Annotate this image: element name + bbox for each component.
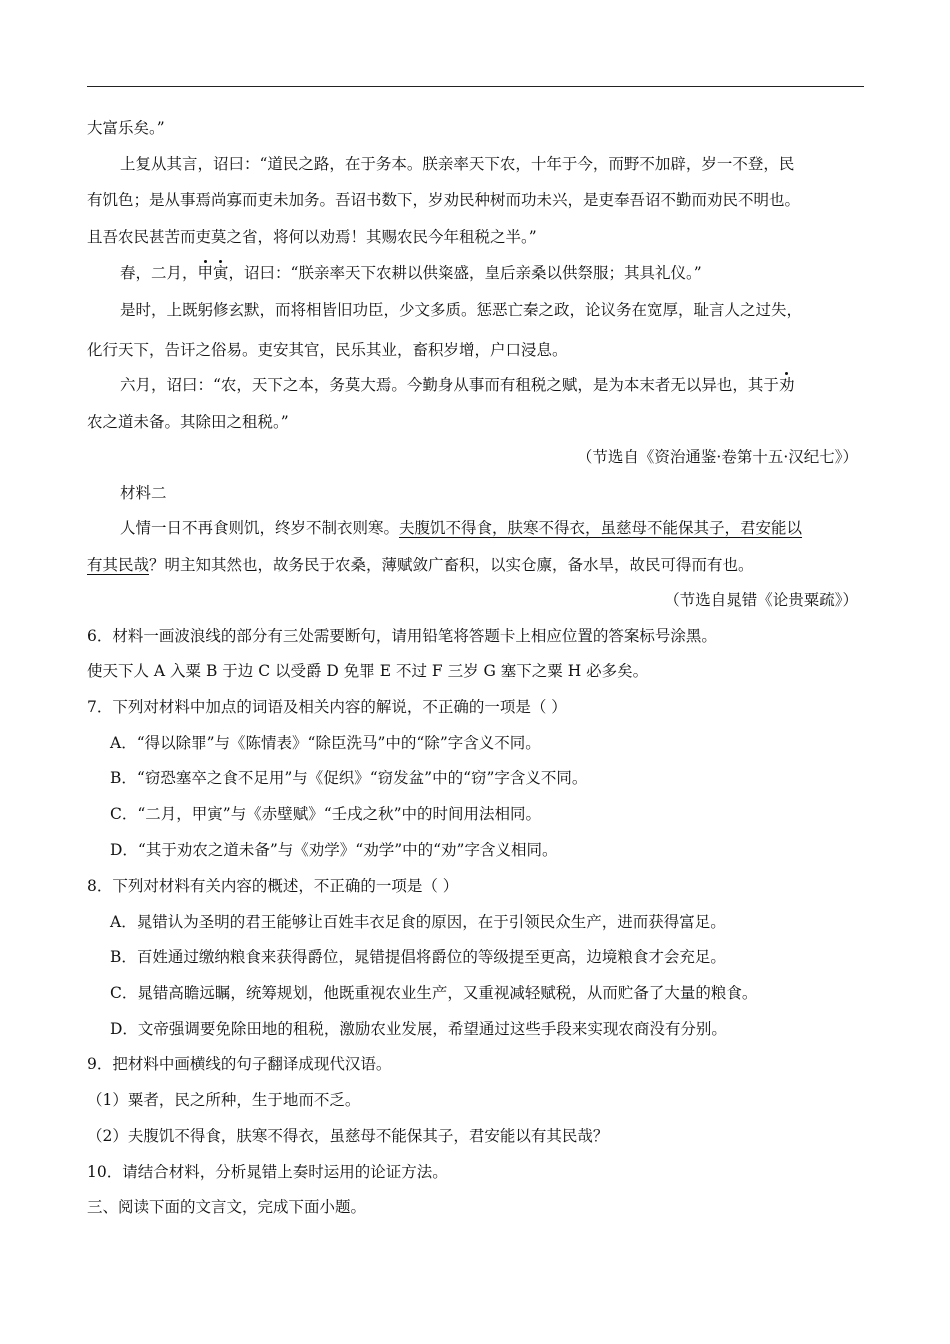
question-8: 8．下列对材料有关内容的概述，不正确的一项是（ ）: [87, 877, 459, 895]
question-9: 9．把材料中画横线的句子翻译成现代汉语。: [87, 1055, 392, 1073]
section-3-heading: 三、阅读下面的文言文，完成下面小题。: [87, 1198, 367, 1216]
header-rule: [87, 86, 864, 87]
question-8-option-a: A．晁错认为圣明的君王能够让百姓丰衣足食的原因，在于引领民众生产，进而获得富足。: [110, 913, 726, 931]
material1-para4-line1: [120, 375, 895, 395]
material2-line2: [87, 555, 862, 575]
material1-line0: 大富乐矣。”: [87, 119, 165, 137]
underlined-sentence-part1: 夫腹饥不得食，肤寒不得衣，虽慈母不能保其子，君安能以: [399, 519, 803, 537]
material2-line1: [120, 518, 895, 538]
material1-para3-line1: 是时，上既躬修玄默，而将相皆旧功臣，少文多质。惩恶亡秦之政，论议务在宽厚，耻言人之过失，: [120, 301, 803, 319]
material2-heading: 材料二: [120, 484, 167, 502]
material1-para1-line1: 上复从其言，诏曰：“道民之路，在于务本。朕亲率天下农，十年于今，而野不加辟，岁一不登，民: [120, 155, 795, 173]
material2-line2-post: ？明主知其然也，故务民于农桑，薄赋敛广畜积，以实仓廪，备水旱，故民可得而有也。: [149, 556, 754, 574]
dotted-char-quan: 劝: [778, 376, 795, 394]
question-8-option-d: D．文帝强调要免除田地的租税，激励农业发展，希望通过这些手段来实现农商没有分别。: [110, 1020, 727, 1038]
underlined-sentence-part2: 有其民哉: [87, 556, 150, 574]
material2-source: （节选自晁错《论贵粟疏》）: [664, 591, 858, 609]
question-9-item-2: （2）夫腹饥不得食，肤寒不得衣，虽慈母不能保其子，君安能以有其民哉？: [87, 1127, 609, 1145]
dotted-char-jia: 甲: [197, 264, 214, 282]
question-8-option-c: C．晁错高瞻远瞩，统筹规划，他既重视农业生产，又重视减轻赋税，从而贮备了大量的粮食。: [110, 984, 758, 1002]
material1-para4-line2: 农之道未备。其除田之租税。”: [87, 413, 289, 431]
para4-pre: 六月，诏曰：“农，天下之本，务莫大焉。今勤身从事而有租税之赋，是为本末者无以异也，其于: [120, 376, 779, 394]
question-6: 6．材料一画波浪线的部分有三处需要断句，请用铅笔将答题卡上相应位置的答案标号涂黑。: [87, 627, 717, 645]
question-7-option-d: D．“其于劝农之道未备”与《劝学》“劝学”中的“劝”字含义相同。: [110, 841, 558, 859]
dotted-char-yin: 寅: [213, 264, 229, 282]
material1-para1-line2: 有饥色；是从事焉尚寡而吏未加务。吾诏书数下，岁劝民种树而功未兴，是吏奉吾诏不勤而劝民不明也。: [87, 191, 801, 209]
question-7-option-c: C．“二月，甲寅”与《赤壁赋》“壬戌之秋”中的时间用法相同。: [110, 805, 542, 823]
question-10: 10．请结合材料，分析晁错上奏时运用的论证方法。: [87, 1163, 448, 1181]
material1-source: （节选自《资治通鉴·卷第十五·汉纪七》）: [576, 448, 858, 466]
para2-post: ，诏曰：“朕亲率天下农耕以供粢盛，皇后亲桑以供祭服；其具礼仪。”: [228, 264, 702, 282]
material2-line1-pre: 人情一日不再食则饥，终岁不制衣则寒。: [120, 519, 400, 537]
material1-para2: [120, 263, 895, 283]
question-7: 7．下列对材料中加点的词语及相关内容的解说，不正确的一项是（ ）: [87, 698, 567, 716]
material1-para1-line3: 且吾农民甚苦而吏莫之省，将何以劝焉！其赐农民今年租税之半。”: [87, 228, 537, 246]
material1-para3-line2: 化行天下，告讦之俗易。吏安其官，民乐其业，畜积岁增，户口浸息。: [87, 341, 568, 359]
question-8-option-b: B．百姓通过缴纳粮食来获得爵位，晁错提倡将爵位的等级提至更高，边境粮食才会充足。: [110, 948, 726, 966]
para2-pre: 春，二月，: [120, 264, 198, 282]
question-7-option-b: B．“窃恐塞卒之食不足用”与《促织》“窃发盆”中的“窃”字含义不同。: [110, 769, 588, 787]
question-9-item-1: （1）粟者，民之所种，生于地而不乏。: [87, 1091, 361, 1109]
question-7-option-a: A．“得以除罪”与《陈情表》“除臣洗马”中的“除”字含义不同。: [110, 734, 541, 752]
question-6-sentence: 使天下人 A 入粟 B 于边 C 以受爵 D 免罪 E 不过 F 三岁 G 塞下之粟 H 必多矣。: [87, 662, 649, 680]
